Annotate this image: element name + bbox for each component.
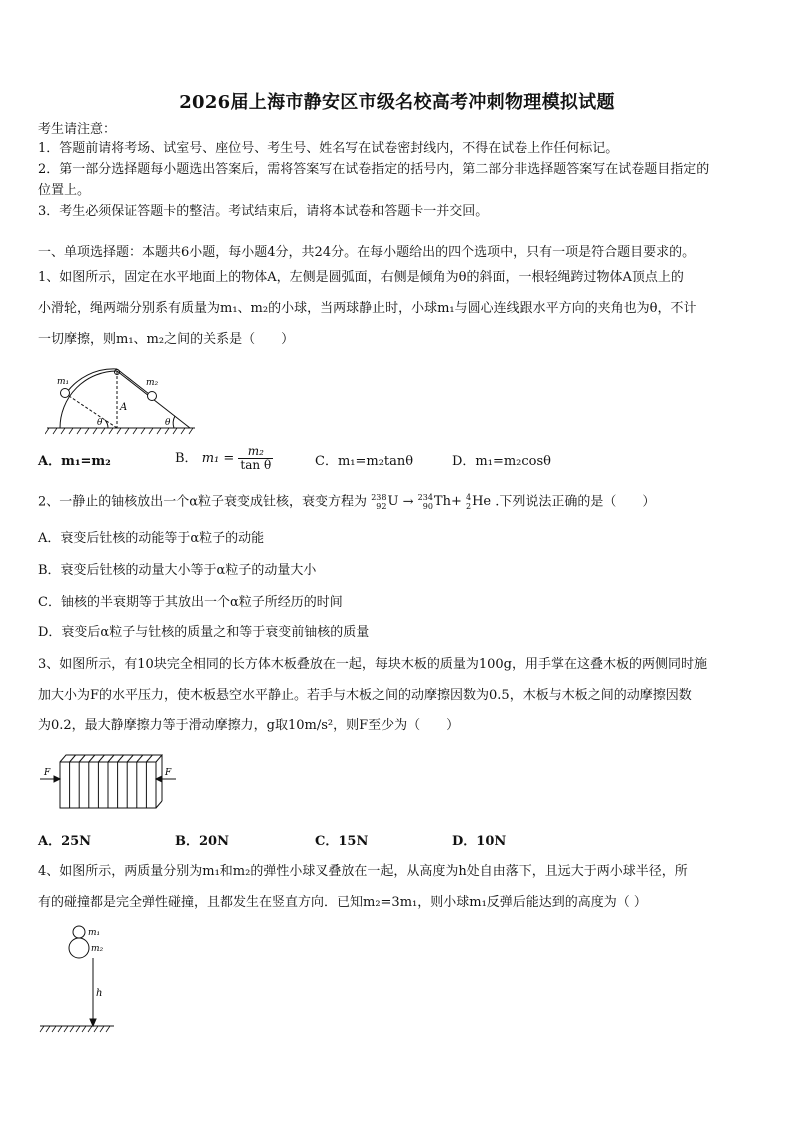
atomic-number: 92 [376, 501, 387, 511]
page-title: 2026届上海市静安区市级名校高考冲刺物理模拟试题 [179, 92, 615, 113]
q1-stem-line: 小滑轮，绳两端分别系有质量为m₁、m₂的小球，当两球静止时，小球m₁与圆心连线跟水平方向的夹角也为θ，不计 [38, 301, 697, 316]
q2-stem-after: .下列说法正确的是（ ） [495, 494, 656, 510]
q4-stem-line: 有的碰撞都是完全弹性碰撞，且都发生在竖直方向．已知m₂=3m₁，则小球m₁反弹后能达到的高度为（ ） [38, 895, 647, 910]
nuclide-uranium [371, 492, 398, 512]
q1-option-d: D．m₁=m₂cosθ [452, 454, 551, 469]
q3-option-d: D．10N [452, 834, 507, 849]
atomic-number: 2 [466, 501, 472, 511]
fraction-denominator: tan θ [240, 458, 272, 472]
q1-option-b [175, 445, 273, 472]
label-m1: m₁ [57, 377, 70, 387]
section-heading: 一、单项选择题：本题共6小题，每小题4分，共24分。在每小题给出的四个选项中，只有一项是符合题目要求的。 [38, 245, 696, 260]
q3-option-b: B．20N [175, 834, 229, 849]
label-theta: θ [97, 418, 103, 428]
notice-item: 2．第一部分选择题每小题选出答案后，需将答案写在试卷指定的括号内，第二部分非选择题答案写在试卷题目指定的 [38, 162, 710, 177]
q4-figure [38, 922, 118, 1034]
label-F: F [44, 768, 51, 778]
label-h: h [96, 988, 103, 999]
mass-number: 4 [466, 492, 472, 502]
element-symbol: Th+ [433, 494, 462, 509]
q3-option-c: C．15N [315, 834, 369, 849]
label-m1: m₁ [88, 928, 101, 938]
notice-item: 1．答题前请将考场、试室号、座位号、考生号、姓名写在试卷密封线内，不得在试卷上作任何标记。 [38, 141, 619, 156]
q1-stem-line: 1、如图所示，固定在水平地面上的物体A，左侧是圆弧面，右侧是倾角为θ的斜面，一根轻绳跨过物体A顶点上的 [38, 270, 684, 285]
q1-option-a: A．m₁=m₂ [38, 454, 111, 469]
q3-stem-line: 为0.2，最大静摩擦力等于滑动摩擦力，g取10m/s²，则F至少为（ ） [38, 718, 460, 733]
q3-option-a: A．25N [38, 834, 92, 849]
q3-figure [38, 752, 178, 812]
nuclide-helium [466, 492, 491, 512]
mass-number: 234 [417, 492, 433, 502]
reaction-arrow: → [402, 494, 414, 510]
element-symbol: He [472, 494, 492, 509]
q1-stem-line: 一切摩擦，则m₁、m₂之间的关系是（ ） [38, 332, 295, 347]
label-A: A [120, 402, 128, 413]
notice-item: 3．考生必须保证答题卡的整洁。考试结束后，请将本试卷和答题卡一并交回。 [38, 204, 489, 219]
q1-option-c: C．m₁=m₂tanθ [315, 454, 414, 469]
q3-stem-line: 3、如图所示，有10块完全相同的长方体木板叠放在一起，每块木板的质量为100g，用手掌在这叠木板的两侧同时施 [38, 657, 707, 672]
atomic-number: 90 [422, 501, 433, 511]
notice-heading: 考生请注意： [38, 122, 117, 137]
notice-item: 位置上。 [38, 183, 91, 198]
label-F: F [165, 768, 172, 778]
label-theta: θ [165, 418, 171, 428]
q2-option-c: C．铀核的半衰期等于其放出一个α粒子所经历的时间 [38, 595, 343, 610]
q4-stem-line: 4、如图所示，两质量分别为m₁和m₂的弹性小球叉叠放在一起，从高度为h处自由落下，且远大于两小球半径，所 [38, 864, 688, 879]
element-symbol: U [387, 494, 399, 509]
q1-option-b-lhs: m₁ = [201, 451, 235, 466]
label-m2: m₂ [146, 378, 159, 388]
q3-stem-line: 加大小为F的水平压力，使木板悬空水平静止。若手与木板之间的动摩擦因数为0.5，木板与木板之间的动摩擦因数 [38, 688, 692, 703]
q1-option-b-prefix: B． [175, 451, 198, 466]
q1-option-b-fraction [238, 445, 273, 472]
q2-option-a: A．衰变后钍核的动能等于α粒子的动能 [38, 531, 265, 546]
fraction-numerator: m₂ [238, 445, 273, 459]
q2-stem [38, 492, 758, 513]
label-m2: m₂ [91, 944, 104, 954]
q2-option-b: B．衰变后钍核的动量大小等于α粒子的动量大小 [38, 563, 317, 578]
q1-figure [45, 368, 205, 436]
nuclide-thorium [418, 492, 462, 512]
q2-option-d: D．衰变后α粒子与钍核的质量之和等于衰变前铀核的质量 [38, 625, 370, 640]
mass-number: 238 [371, 492, 387, 502]
q2-stem-before: 2、一静止的铀核放出一个α粒子衰变成钍核，衰变方程为 [38, 494, 368, 510]
